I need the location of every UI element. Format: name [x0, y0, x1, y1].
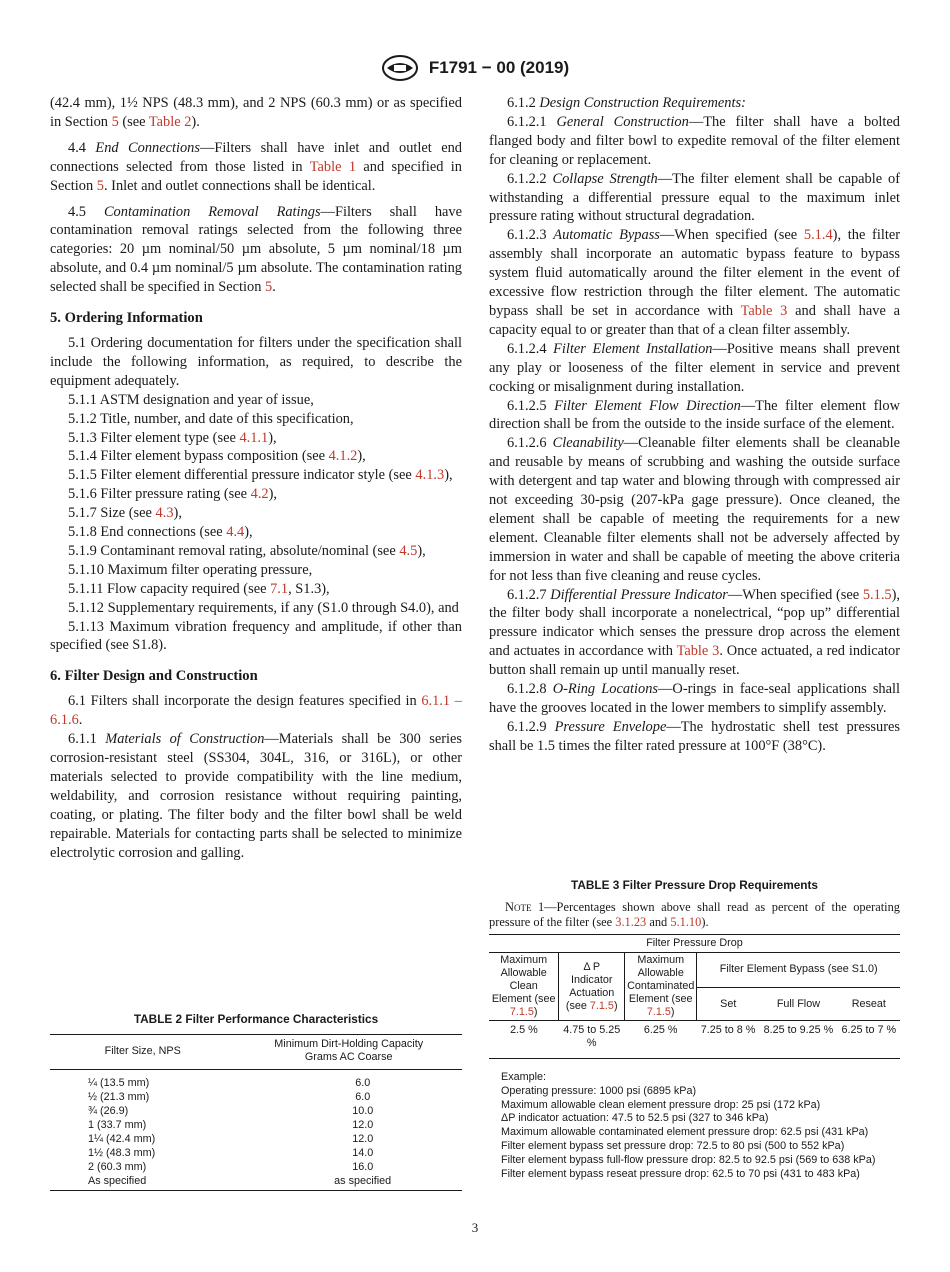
table-3-header-bypass: Filter Element Bypass (see S1.0)	[697, 953, 900, 988]
section-6-1-2-6: 6.1.2.6 Cleanability—Cleanable filter elements shall be cleanable and reusable by means of scrubbing and washing the outside surface with detergent and tap water and blowing through with compressed air not exceeding 30-psig (207-kPa gage pressure). Once cleaned, the element shall be capable of meeting the requirements for a new element. Cleanable filter elements shall not be adversely affected by immersion in water and shall be capable of meeting the above criteria for not less than five cleaning and reuse cycles.	[489, 435, 900, 584]
section-5-1-9: 5.1.9 Contaminant removal rating, absolute/nominal (see 4.5),	[68, 542, 426, 559]
section-link[interactable]: 4.1.2	[328, 448, 358, 465]
paragraph-continuation: (42.4 mm), 1½ NPS (48.3 mm), and 2 NPS (60.3 mm) or as specified in Section 5 (see Table 2).	[50, 95, 462, 130]
section-5-1-3: 5.1.3 Filter element type (see 4.1.1),	[68, 429, 277, 446]
section-5-1-11: 5.1.11 Flow capacity required (see 7.1, S1.3),	[68, 580, 330, 597]
section-5-1-6: 5.1.6 Filter pressure rating (see 4.2),	[68, 486, 278, 503]
section-link[interactable]: 4.2	[250, 486, 269, 503]
section-heading-5: 5. Ordering Information	[50, 310, 203, 327]
table-link[interactable]: Table 3	[676, 643, 720, 660]
section-5-1-1: 5.1.1 ASTM designation and year of issue,	[68, 391, 314, 408]
section-5-1-4: 5.1.4 Filter element bypass composition (see 4.1.2),	[68, 448, 366, 465]
section-6-1-1: 6.1.1 Materials of Construction—Materials shall be 300 series corrosion-resistant steel (SS304, 304L, 316, or 316L), or other materials selected to provide compatibility with the line medium, weldability, and corrosion resistance without requiring painting, coating, or plating. The filter body and the filter bowl shall be weld repairable. Materials for contacting parts shall be selected to minimize electrolytic corrosion and galling.	[50, 731, 462, 861]
section-4-5: 4.5 Contamination Removal Ratings—Filters shall have contamination removal ratings selected from the following three categories: 20 µm nominal/50 µm absolute, 5 µm nominal/18 µm absolute, and 0.4 µm nominal/5 µm absolute. The contamination rating selected shall be specified in Section 5.	[50, 203, 462, 296]
page-header	[0, 54, 950, 82]
astm-logo-icon	[381, 54, 419, 82]
section-link[interactable]: 7.1.5	[509, 1006, 534, 1018]
section-5-1-13: 5.1.13 Maximum vibration frequency and amplitude, if other than specified (see S1.8).	[50, 618, 462, 654]
table-link[interactable]: Table 2	[148, 113, 192, 130]
left-column	[50, 94, 462, 862]
section-link[interactable]: 4.4	[226, 524, 245, 541]
section-link[interactable]: 5	[96, 177, 104, 194]
section-6-1-2-4: 6.1.2.4 Filter Element Installation—Positive means shall prevent any play or looseness of the filter element in service and prevent cocking or misalignment during installation.	[489, 340, 900, 395]
table-3-header-clean: Maximum Allowable Clean Element (see 7.1.5)	[489, 953, 559, 1021]
table-row: 1½ (48.3 mm) 14.0	[88, 1147, 374, 1159]
table-2-grid	[50, 1034, 462, 1191]
section-link[interactable]: 4.5	[399, 542, 418, 559]
table-row: 2.5 % 4.75 to 5.25 % 6.25 % 7.25 to 8 % 8.25 to 9.25 % 6.25 to 7 %	[489, 1021, 900, 1059]
section-link[interactable]: 4.3	[155, 505, 174, 522]
section-5-1-8: 5.1.8 End connections (see 4.4),	[68, 524, 253, 541]
section-5-1: 5.1 Ordering documentation for filters under the specification shall include the following information, as required, to describe the equipment adequately.	[50, 334, 462, 389]
section-6-1-2-9: 6.1.2.9 Pressure Envelope—The hydrostatic shell test pressures shall be 1.5 times the filter rated pressure at 100°F (38°C).	[489, 718, 901, 754]
table-link[interactable]: Table 1	[309, 158, 357, 175]
section-6-1-2-1: 6.1.2.1 General Construction—The filter shall have a bolted flanged body and filter bowl to expedite removal of the filter element for cleaning or replacement.	[489, 113, 901, 168]
section-6-1-2-5: 6.1.2.5 Filter Element Flow Direction—The filter element flow direction shall be from the outside to the inside surface of the element.	[489, 397, 900, 433]
table-2-header-capacity: Minimum Dirt-Holding Capacity Grams AC Coarse	[235, 1035, 462, 1070]
table-3-grid	[489, 934, 900, 1059]
table-2	[50, 1012, 462, 1191]
section-link[interactable]: 4.1.1	[239, 429, 269, 446]
table-3-header-contaminated: Maximum Allowable Contaminated Element (see 7.1.5)	[625, 953, 697, 1021]
section-link[interactable]: 7.1.5	[646, 1006, 671, 1018]
section-6-1-2-3: 6.1.2.3 Automatic Bypass—When specified (see 5.1.4), the filter assembly shall incorporate an automatic bypass feature to bypass system fluid automatically around the filter element in the event of excessive flow restriction through the filter element. The automatic bypass shall be set in accordance with Table 3 and shall have a capacity equal to or greater than that of a clean filter assembly.	[489, 227, 900, 338]
section-link[interactable]: 5.1.4	[803, 227, 833, 244]
table-row: 1 (33.7 mm) 12.0	[88, 1119, 374, 1131]
table-3-group-header: Filter Pressure Drop	[489, 935, 900, 953]
section-6-1: 6.1 Filters shall incorporate the design features specified in 6.1.1 – 6.1.6.	[50, 693, 462, 729]
table-3-header-set: Set	[697, 988, 759, 1021]
section-5-1-12: 5.1.12 Supplementary requirements, if any (S1.0 through S4.0), and	[68, 599, 459, 616]
section-5-1-10: 5.1.10 Maximum filter operating pressure,	[68, 561, 313, 578]
table-3-header-reseat: Reseat	[838, 988, 900, 1021]
table-3-header-full-flow: Full Flow	[759, 988, 837, 1021]
table-row: ½ (21.3 mm) 6.0	[88, 1091, 371, 1103]
document-designation: F1791 − 00 (2019)	[428, 58, 570, 77]
section-5-1-2: 5.1.2 Title, number, and date of this specification,	[68, 410, 354, 427]
table-3-example: Example: Operating pressure: 1000 psi (6895 kPa) Maximum allowable clean element pressure drop: 25 psi (172 kPa) ΔP indicator actuation: 47.5 to 52.5 psi (327 to 346 kPa) Maximum allowable contaminated element pressure drop: 62.5 psi (431 kPa) Filter element bypass set pressure drop: 72.5 to 80 psi (500 to 552 kPa) Filter element bypass full-flow pressure drop: 82.5 to 92.5 psi (569 to 638 kPa) Filter element bypass reseat pressure drop: 62.5 to 70 psi (431 to 483 kPa)	[501, 1071, 876, 1180]
section-5-1-7: 5.1.7 Size (see 4.3),	[68, 505, 182, 522]
table-row: 1¼ (42.4 mm) 12.0	[88, 1133, 374, 1145]
table-3-note: Note 1—Percentages shown above shall read as percent of the operating pressure of the filter (see 3.1.23 and 5.1.10).	[489, 900, 900, 929]
right-column	[489, 94, 900, 756]
section-heading-6: 6. Filter Design and Construction	[50, 668, 258, 685]
section-link[interactable]: 4.1.3	[415, 467, 445, 484]
table-row: As specified as specified	[50, 1174, 462, 1191]
section-5-1-5: 5.1.5 Filter element differential pressure indicator style (see 4.1.3),	[68, 467, 453, 484]
section-link[interactable]: 3.1.23	[615, 915, 647, 929]
table-row: 2 (60.3 mm) 16.0	[88, 1161, 374, 1173]
section-link[interactable]: 5	[111, 113, 119, 130]
table-2-title: TABLE 2 Filter Performance Characteristics	[133, 1012, 379, 1026]
table-row: ¼ (13.5 mm) 6.0	[88, 1077, 371, 1089]
section-link[interactable]: 7.1.5	[589, 999, 614, 1012]
section-6-1-2: 6.1.2 Design Construction Requirements:	[507, 95, 746, 111]
section-link[interactable]: 6.1.1 – 6.1.6	[50, 693, 462, 729]
section-link[interactable]: 5.1.10	[670, 915, 702, 929]
section-6-1-2-2: 6.1.2.2 Collapse Strength—The filter element shall be capable of withstanding a differential pressure equal to the maximum inlet pressure rating without structural degradation.	[489, 170, 900, 225]
section-link[interactable]: 7.1	[270, 580, 289, 597]
table-3-title: TABLE 3 Filter Pressure Drop Requirements	[571, 878, 818, 892]
page-number: 3	[471, 1220, 479, 1235]
table-3-header-dp: Δ P Indicator Actuation (see 7.1.5)	[559, 953, 625, 1021]
section-link[interactable]: 5	[265, 279, 273, 296]
table-link[interactable]: Table 3	[740, 302, 788, 319]
section-6-1-2-8: 6.1.2.8 O-Ring Locations—O-rings in face-seal applications shall have the grooves located in the lower members to simplify assembly.	[489, 681, 901, 716]
section-6-1-2-7: 6.1.2.7 Differential Pressure Indicator—When specified (see 5.1.5), the filter body shall incorporate a nonelectrical, “pop up” differential pressure indicator which senses the pressure drop across the element and actuates in accordance with Table 3. Once actuated, a red indicator button shall remain up until manually reset.	[489, 586, 900, 679]
section-4-4: 4.4 End Connections—Filters shall have inlet and outlet end connections selected from those listed in Table 1 and specified in Section 5. Inlet and outlet connections shall be identical.	[50, 139, 463, 194]
section-link[interactable]: 5.1.5	[862, 586, 892, 603]
table-row: ¾ (26.9) 10.0	[88, 1105, 374, 1117]
table-2-header-size: Filter Size, NPS	[50, 1035, 235, 1070]
table-3	[489, 878, 900, 1181]
